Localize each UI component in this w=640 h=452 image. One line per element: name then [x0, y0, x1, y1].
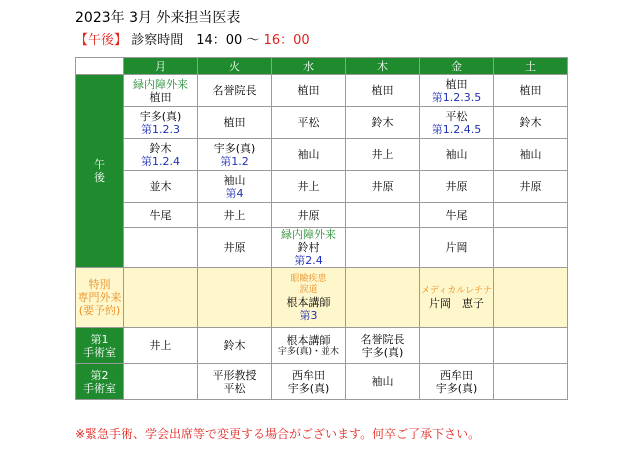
- schedule-row: [76, 139, 568, 171]
- schedule-cell-sat: [494, 203, 568, 228]
- doctor-name: 宇多(真): [139, 109, 182, 123]
- session-bracket-open: 【: [75, 33, 89, 48]
- doctor-name: 袖山: [371, 375, 394, 388]
- operating-room-label-line: 手術室: [83, 345, 116, 359]
- doctor-name: 宇多(真): [213, 141, 256, 155]
- side-label-char: 後: [94, 171, 105, 184]
- schedule-cell-wed: [272, 139, 346, 171]
- doctor-name: 鈴木: [223, 339, 246, 352]
- schedule-cell-mon: [124, 171, 198, 203]
- schedule-table: [75, 57, 568, 400]
- doctor-name: 袖山: [297, 148, 320, 161]
- special-cell-fri: [420, 268, 494, 328]
- doctor-name: 名誉院長: [360, 332, 405, 346]
- schedule-cell-thu: [346, 107, 420, 139]
- doctor-name: 袖山: [519, 148, 542, 161]
- footer-note: ※緊急手術、学会出席等で変更する場合がございます。何卒ご了承下さい。: [75, 427, 481, 441]
- doctor-name: 第1.2.4: [141, 154, 180, 168]
- doctor-name: 第1.2.3.5: [431, 90, 482, 104]
- schedule-cell-tue: [198, 75, 272, 107]
- session-label: 午後: [88, 33, 115, 48]
- schedule-cell-thu: [346, 139, 420, 171]
- doctor-name: 井原: [445, 180, 468, 193]
- doctor-name: 井原: [519, 180, 542, 193]
- operating-room-cell-sat: [494, 364, 568, 400]
- schedule-cell-wed: [272, 228, 346, 268]
- operating-room-cell-fri: [420, 328, 494, 364]
- special-label-line: (要予約): [78, 304, 121, 317]
- doctor-name: 鈴木: [519, 116, 542, 129]
- doctor-name: 並木: [149, 180, 172, 193]
- schedule-cell-mon: [124, 203, 198, 228]
- special-outpatient-row: [76, 268, 568, 328]
- day-header-wed: 水: [272, 58, 346, 75]
- doctor-name: 第2.4: [294, 254, 323, 267]
- hours-prefix: 診察時間 14：00 ～: [131, 33, 264, 48]
- doctor-name: 根本講師: [286, 295, 331, 309]
- schedule-cell-tue: [198, 228, 272, 268]
- special-outpatient-label: [76, 268, 124, 328]
- schedule-cell-sat: [494, 139, 568, 171]
- schedule-cell-fri: [420, 139, 494, 171]
- operating-room-label: [76, 364, 124, 400]
- schedule-cell-wed: [272, 203, 346, 228]
- special-cell-tue: [198, 268, 272, 328]
- doctor-name: 根本講師: [286, 333, 331, 347]
- doctor-name: 眼瞼疾患: [290, 273, 327, 284]
- day-header-fri: 金: [420, 58, 494, 75]
- day-header-thu: 木: [346, 58, 420, 75]
- day-header-tue: 火: [198, 58, 272, 75]
- doctor-name: 袖山: [223, 173, 246, 187]
- operating-room-label-line: 手術室: [83, 381, 116, 395]
- operating-room-cell-mon: [124, 364, 198, 400]
- doctor-name: 平松: [297, 116, 320, 129]
- afternoon-side-label: [76, 75, 124, 268]
- doctor-name: 鈴村: [297, 241, 320, 254]
- doctor-name: 第1.2: [220, 154, 249, 168]
- schedule-cell-sat: [494, 228, 568, 268]
- side-label-char: 午: [94, 158, 105, 171]
- doctor-name: 宇多(真)・並木: [277, 346, 340, 357]
- schedule-cell-mon: [124, 75, 198, 107]
- operating-room-cell-thu: [346, 364, 420, 400]
- operating-room-cell-thu: [346, 328, 420, 364]
- doctor-name: 宇多(真): [435, 381, 478, 395]
- schedule-cell-wed: [272, 171, 346, 203]
- doctor-name: 第3: [299, 308, 318, 322]
- doctor-name: 袖山: [445, 148, 468, 161]
- schedule-cell-wed: [272, 75, 346, 107]
- doctor-name: 宇多(真): [361, 345, 404, 359]
- operating-room-cell-wed: [272, 328, 346, 364]
- schedule-row: [76, 171, 568, 203]
- schedule-cell-mon: [124, 107, 198, 139]
- corner-cell: [76, 58, 124, 75]
- schedule-cell-tue: [198, 203, 272, 228]
- doctor-name: 植田: [519, 84, 542, 97]
- doctor-name: 緑内障外来: [133, 77, 188, 91]
- operating-room-cell-fri: [420, 364, 494, 400]
- schedule-cell-fri: [420, 171, 494, 203]
- schedule-table-wrapper: [75, 57, 568, 400]
- doctor-name: 鈴木: [149, 141, 172, 155]
- hours-end: 16：00: [263, 33, 310, 48]
- schedule-cell-thu: [346, 75, 420, 107]
- special-cell-thu: [346, 268, 420, 328]
- operating-room-cell-sat: [494, 328, 568, 364]
- operating-room-cell-tue: [198, 364, 272, 400]
- doctor-name: 植田: [149, 90, 172, 104]
- doctor-name: 植田: [223, 116, 246, 129]
- operating-room-cell-mon: [124, 328, 198, 364]
- special-cell-mon: [124, 268, 198, 328]
- special-cell-wed: [272, 268, 346, 328]
- schedule-cell-fri: [420, 75, 494, 107]
- schedule-cell-tue: [198, 139, 272, 171]
- doctor-name: 牛尾: [149, 208, 172, 222]
- operating-room-label: [76, 328, 124, 364]
- doctor-name: 西牟田: [440, 368, 473, 382]
- doctor-name: 植田: [371, 84, 394, 97]
- schedule-cell-fri: [420, 203, 494, 228]
- doctor-name: 井上: [297, 180, 320, 193]
- schedule-cell-thu: [346, 203, 420, 228]
- schedule-row: [76, 203, 568, 228]
- special-label-line: 専門外来: [77, 291, 122, 304]
- doctor-name: 片岡: [445, 241, 468, 254]
- operating-room-label-line: 第1: [90, 332, 109, 346]
- day-header-mon: 月: [124, 58, 198, 75]
- doctor-name: 第1.2.4.5: [431, 122, 482, 136]
- special-label-line: 特別: [88, 278, 111, 291]
- doctor-name: 平松: [445, 109, 468, 123]
- schedule-cell-fri: [420, 107, 494, 139]
- doctor-name: 片岡 恵子: [429, 296, 484, 310]
- doctor-name: 宇多(真): [287, 381, 330, 395]
- doctor-name: 平形教授: [212, 368, 257, 382]
- doctor-name: メディカルレチナ: [420, 285, 493, 296]
- operating-room-cell-tue: [198, 328, 272, 364]
- operating-room-row: [76, 364, 568, 400]
- doctor-name: 涙道: [299, 284, 318, 295]
- doctor-name: 平松: [223, 381, 246, 395]
- page-title: 2023年 3月 外来担当医表: [75, 10, 241, 26]
- schedule-row: [76, 228, 568, 268]
- doctor-name: 緑内障外来: [281, 228, 336, 241]
- doctor-name: 井上: [371, 148, 394, 161]
- schedule-row: [76, 75, 568, 107]
- schedule-cell-fri: [420, 228, 494, 268]
- doctor-name: 井原: [297, 208, 320, 222]
- operating-room-row: [76, 328, 568, 364]
- doctor-name: 井原: [371, 180, 394, 193]
- schedule-cell-thu: [346, 171, 420, 203]
- doctor-name: 第4: [225, 186, 244, 200]
- schedule-cell-mon: [124, 228, 198, 268]
- operating-room-label-line: 第2: [90, 368, 109, 382]
- doctor-name: 井上: [149, 339, 172, 352]
- schedule-cell-tue: [198, 107, 272, 139]
- session-bracket-close: 】: [114, 33, 128, 48]
- schedule-cell-sat: [494, 107, 568, 139]
- day-header-sat: 土: [494, 58, 568, 75]
- doctor-name: 第1.2.3: [141, 122, 180, 136]
- schedule-cell-wed: [272, 107, 346, 139]
- schedule-cell-thu: [346, 228, 420, 268]
- doctor-name: 牛尾: [445, 208, 468, 222]
- doctor-name: 鈴木: [371, 116, 394, 129]
- schedule-cell-mon: [124, 139, 198, 171]
- special-cell-sat: [494, 268, 568, 328]
- day-header-row: [76, 58, 568, 75]
- schedule-row: [76, 107, 568, 139]
- doctor-name: 植田: [297, 84, 320, 97]
- session-hours: [75, 32, 310, 50]
- schedule-cell-tue: [198, 171, 272, 203]
- schedule-cell-sat: [494, 171, 568, 203]
- doctor-name: 井上: [223, 208, 246, 222]
- doctor-name: 名誉院長: [212, 84, 257, 97]
- schedule-cell-sat: [494, 75, 568, 107]
- doctor-name: 植田: [445, 77, 468, 91]
- operating-room-cell-wed: [272, 364, 346, 400]
- doctor-name: 西牟田: [292, 368, 325, 382]
- doctor-name: 井原: [223, 241, 246, 254]
